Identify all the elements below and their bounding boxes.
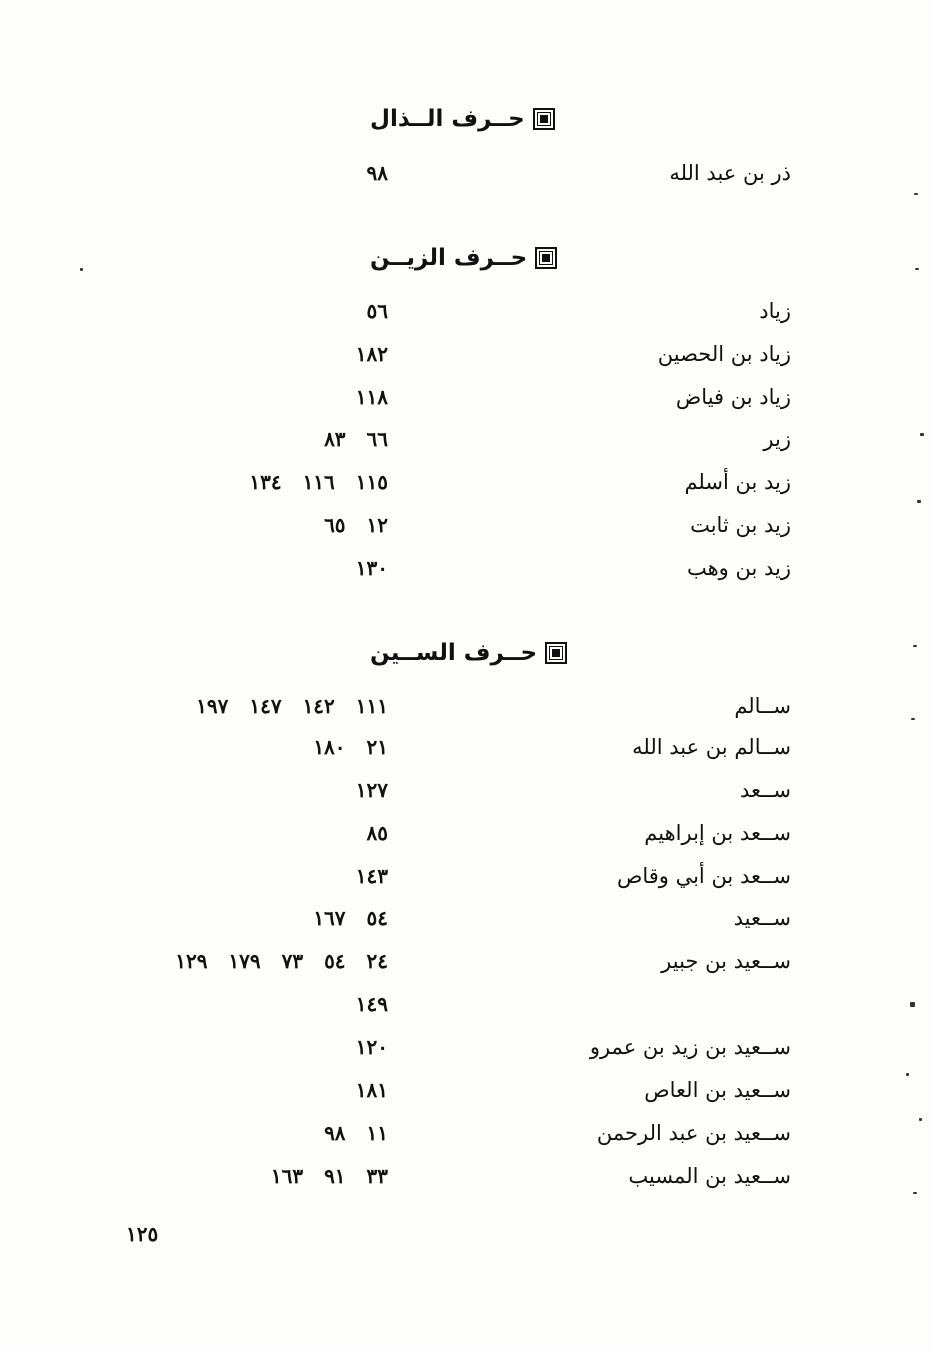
section-title: حــرف الســين [370,640,538,666]
index-entry [0,986,933,1022]
index-entry [0,550,933,586]
scan-speck [910,1002,915,1007]
entry-pages: ١٤٩ [355,992,388,1016]
entry-name: زياد بن فياض [675,385,791,409]
section-heading-zain [370,238,585,278]
entry-pages: ١٨٢ [355,342,388,366]
scan-speck [80,268,83,271]
entry-pages: ٨٥ [366,821,388,845]
section-heading-dhal [370,99,585,139]
square-bullet-icon [533,108,555,130]
entry-pages: ١١١ ١٤٢ ١٤٧ ١٩٧ [196,694,388,718]
entry-name: ســالم بن عبد الله [632,735,791,759]
entry-pages: ١٤٣ [355,864,388,888]
index-entry [0,336,933,372]
section-title: حــرف الــذال [370,106,525,132]
index-entry [0,943,933,979]
entry-name: زياد بن الحصين [657,342,791,366]
page-number: ١٢٥ [126,1222,159,1246]
entry-name: ســعد بن أبي وقاص [616,864,791,888]
entry-pages: ٢١ ١٨٠ [313,735,388,759]
square-bullet-icon [535,247,557,269]
entry-name: زيد بن ثابت [690,513,791,537]
square-bullet-icon [545,642,567,664]
scan-speck [906,1073,909,1076]
entry-name [431,986,791,1022]
entry-name: ســعيد بن العاص [644,1078,791,1102]
scan-speck [914,193,918,195]
index-entry [0,815,933,851]
entry-pages: ٣٣ ٩١ ١٦٣ [270,1164,388,1188]
entry-name: زيد بن وهب [686,556,791,580]
scan-speck [913,645,917,647]
entry-pages: ٢٤ ٥٤ ٧٣ ١٧٩ ١٢٩ [175,949,388,973]
scan-speck [913,1192,917,1194]
index-entry [0,1158,933,1194]
entry-pages: ١٢٧ [355,778,388,802]
entry-pages: ١٣٠ [355,556,388,580]
entry-name: زير [763,427,791,451]
entry-pages: ٩٨ [366,161,388,185]
index-entry [0,155,933,191]
entry-name: ســعد [739,778,791,802]
scan-speck [915,268,919,270]
entry-pages: ١١٥ ١١٦ ١٣٤ [249,470,388,494]
entry-pages: ١٢ ٦٥ [324,513,388,537]
entry-name: زيد بن أسلم [684,470,791,494]
section-heading-seen [370,633,585,673]
entry-pages: ٦٦ ٨٣ [324,427,388,451]
entry-pages: ١٢٠ [355,1035,388,1059]
scan-speck [919,1118,922,1121]
index-entry [0,464,933,500]
entry-name: ســعيد بن عبد الرحمن [596,1121,791,1145]
index-entry [0,1029,933,1065]
entry-pages: ١١٨ [355,385,388,409]
entry-name: زياد [759,299,791,323]
entry-name: ســعيد بن المسيب [628,1164,791,1188]
index-entry [0,379,933,415]
entry-name: ســعد بن إبراهيم [644,821,791,845]
index-entry [0,900,933,936]
index-entry [0,421,933,457]
index-entry [0,729,933,765]
entry-name: ســعيد بن جبير [661,949,791,973]
index-entry [0,688,933,724]
scan-speck [920,433,924,436]
entry-pages: ٥٦ [366,299,388,323]
index-entry [0,293,933,329]
index-entry [0,772,933,808]
entry-name: ســعيد [733,906,791,930]
entry-pages: ٥٤ ١٦٧ [313,906,388,930]
entry-name: ذر بن عبد الله [669,161,791,185]
entry-pages: ١١ ٩٨ [324,1121,388,1145]
entry-name: ســالم [734,694,791,718]
index-entry [0,1115,933,1151]
scan-speck [911,718,915,720]
entry-pages: ١٨١ [355,1078,388,1102]
entry-name: ســعيد بن زيد بن عمرو [589,1035,791,1059]
index-entry [0,507,933,543]
index-entry [0,858,933,894]
index-entry [0,1072,933,1108]
section-title: حــرف الزيــن [370,245,528,271]
scan-speck [917,500,921,503]
